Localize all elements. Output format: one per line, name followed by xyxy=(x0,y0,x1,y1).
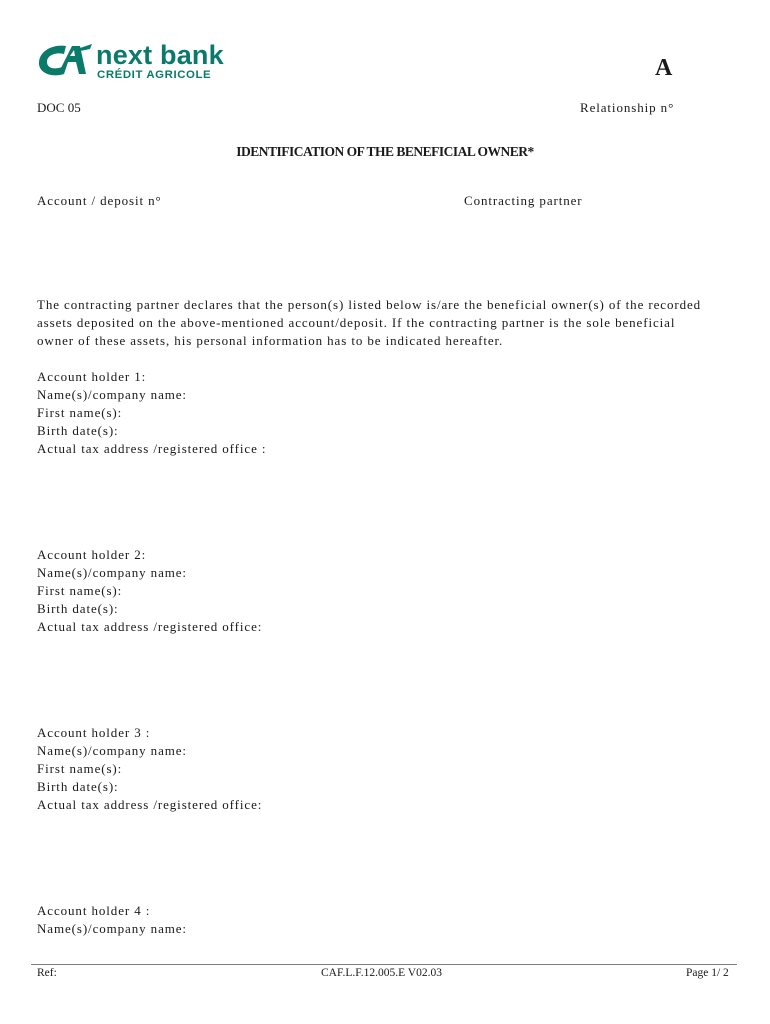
declaration-line: owner of these assets, his personal information has to be indicated hereafter. xyxy=(37,333,504,348)
account-holder-2 xyxy=(37,546,262,636)
holder-birth-date-label: Birth date(s): xyxy=(37,423,119,438)
footer-divider xyxy=(31,964,737,965)
declaration-paragraph xyxy=(37,296,737,350)
form-letter: A xyxy=(655,55,673,81)
doc-code: DOC 05 xyxy=(37,100,81,115)
holder-name-label: Name(s)/company name: xyxy=(37,565,187,580)
holder-heading: Account holder 4 : xyxy=(37,903,151,918)
account-holder-3 xyxy=(37,724,262,814)
holder-name-label: Name(s)/company name: xyxy=(37,387,187,402)
holder-tax-address-label: Actual tax address /registered office: xyxy=(37,619,263,634)
relationship-label: Relationship n° xyxy=(580,100,675,115)
declaration-line: assets deposited on the above-mentioned account/deposit. If the contracting partner is the sole beneficial xyxy=(37,315,676,330)
brand-sub: CRÉDIT AGRICOLE xyxy=(97,69,212,81)
declaration-line: The contracting partner declares that the person(s) listed below is/are the beneficial owner(s) of the recorded xyxy=(37,297,702,312)
account-holder-4 xyxy=(37,902,187,938)
contracting-partner-label: Contracting partner xyxy=(464,193,583,208)
account-holder-1 xyxy=(37,368,266,458)
page-title: IDENTIFICATION OF THE BENEFICIAL OWNER* xyxy=(236,144,534,159)
holder-first-name-label: First name(s): xyxy=(37,761,123,776)
holder-heading: Account holder 2: xyxy=(37,547,147,562)
holder-heading: Account holder 1: xyxy=(37,369,147,384)
holder-heading: Account holder 3 : xyxy=(37,725,151,740)
footer-ref: Ref: xyxy=(37,967,57,979)
account-deposit-label: Account / deposit n° xyxy=(37,193,162,208)
footer-doc-code: CAF.L.F.12.005.E V02.03 xyxy=(321,967,442,979)
holder-tax-address-label: Actual tax address /registered office : xyxy=(37,441,267,456)
holder-birth-date-label: Birth date(s): xyxy=(37,779,119,794)
holder-first-name-label: First name(s): xyxy=(37,405,123,420)
holder-first-name-label: First name(s): xyxy=(37,583,123,598)
brand-name: next bank xyxy=(96,40,224,70)
holder-tax-address-label: Actual tax address /registered office: xyxy=(37,797,263,812)
footer-page-number: Page 1/ 2 xyxy=(686,967,729,979)
bank-logo xyxy=(36,40,242,82)
holder-birth-date-label: Birth date(s): xyxy=(37,601,119,616)
credit-agricole-logo-icon xyxy=(36,40,242,82)
holder-name-label: Name(s)/company name: xyxy=(37,921,187,936)
holder-name-label: Name(s)/company name: xyxy=(37,743,187,758)
